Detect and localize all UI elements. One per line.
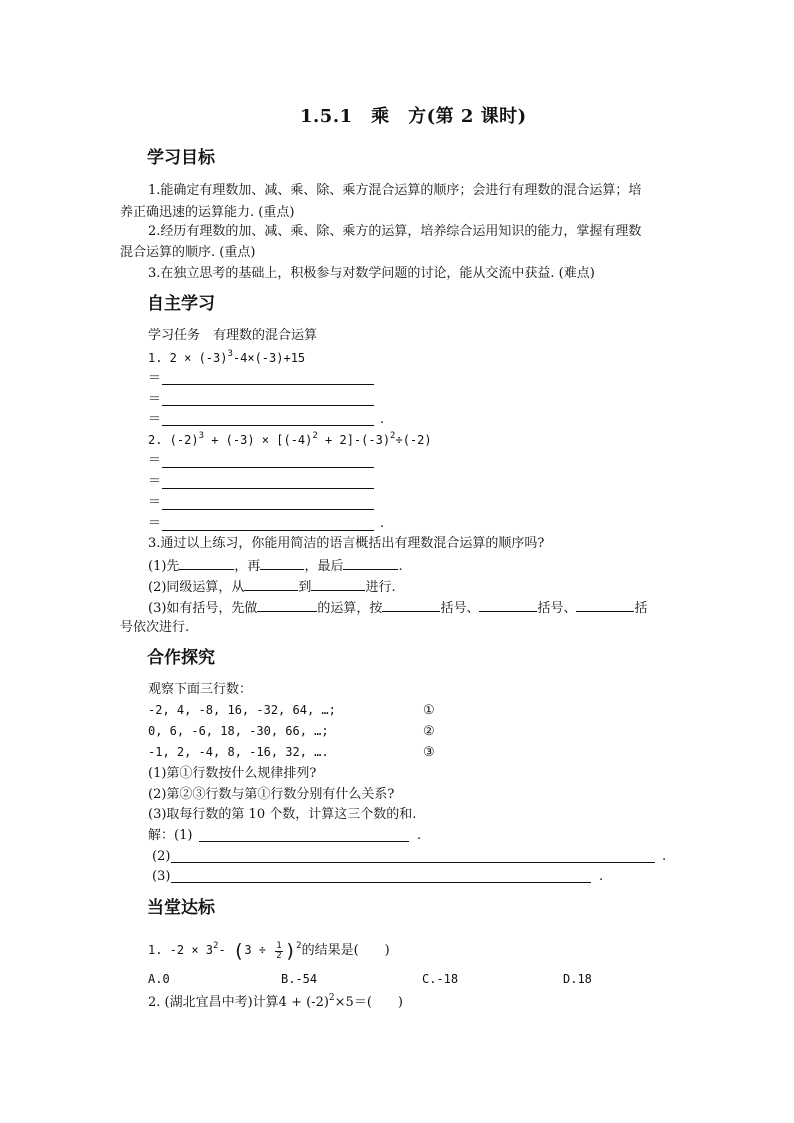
explore-question-2: (2)第②③行数与第①行数分别有什么关系? <box>148 787 395 802</box>
question-2-expression: 2. $(-2)^3 + (-3) \times [(-4)^2 + 2]-(-3)^2\div(-2)$ <box>148 431 432 447</box>
explore-intro: 观察下面三行数： <box>148 682 253 697</box>
answer-line[interactable] <box>162 488 374 489</box>
question-3-part-2: (2)同级运算，从 到 进行. <box>148 580 396 595</box>
fill-blank[interactable] <box>257 599 317 612</box>
answer-line[interactable] <box>162 425 374 426</box>
fill-blank[interactable] <box>244 578 298 591</box>
sequence-row-2: 0, 6, -6, 18, -30, 66, …; <box>148 724 329 738</box>
explore-question-3: (3)取每行数的第 10 个数，计算这三个数的和. <box>148 807 417 822</box>
explore-heading: 合作探究 <box>147 648 215 668</box>
equals-sign: ＝ <box>148 474 162 489</box>
period: . <box>380 412 385 427</box>
answer-line[interactable] <box>162 405 374 406</box>
equals-sign: ＝ <box>148 371 162 386</box>
sequence-row-3: -1, 2, -4, 8, -16, 32, …. <box>148 745 329 759</box>
answer-line[interactable] <box>162 384 374 385</box>
row-marker-2: ② <box>423 724 435 739</box>
period: . <box>599 869 604 884</box>
check-question-1: 1. $-2 \times 3^2-$ (3 ÷ $\frac{1}{2}$ )$^2$的结果是( ) <box>148 940 390 962</box>
answer-line[interactable] <box>162 467 374 468</box>
period: . <box>417 828 422 843</box>
fill-blank[interactable] <box>382 599 440 612</box>
question-1-expression: 1. $2 \times (-3)^3-4\times(-3)+15$ <box>148 349 306 365</box>
row-marker-1: ① <box>423 703 435 718</box>
question-3-part-3-cont: 号依次进行. <box>120 620 190 635</box>
check-heading: 当堂达标 <box>147 898 215 918</box>
equals-sign: ＝ <box>148 495 162 510</box>
self-study-heading: 自主学习 <box>147 294 215 314</box>
period: . <box>380 516 385 531</box>
objective-1-line-1: 1.能确定有理数加、减、乘、除、乘方混合运算的顺序；会进行有理数的混合运算；培 <box>148 183 642 198</box>
fill-blank[interactable] <box>576 599 634 612</box>
page-title: 1.5.1 乘 方(第 2 课时) <box>300 106 527 127</box>
objective-2-line-2: 混合运算的顺序. (重点) <box>120 245 256 260</box>
question-3-part-1: (1)先 ，再 ，最后 . <box>148 559 403 574</box>
check-question-2: 2. (湖北宜昌中考)计算$4 + (-2)^2\times 5=$( ) <box>148 993 403 1010</box>
answer-line[interactable] <box>199 841 409 842</box>
question-3: 3.通过以上练习，你能用简洁的语言概括出有理数混合运算的顺序吗? <box>148 536 545 551</box>
task-title: 学习任务 有理数的混合运算 <box>148 328 318 343</box>
answer-label-3: (3) <box>152 869 171 884</box>
fill-blank[interactable] <box>343 557 398 570</box>
objectives-heading: 学习目标 <box>147 148 215 168</box>
option-b[interactable]: B.-54 <box>281 972 318 986</box>
equals-sign: ＝ <box>148 453 162 468</box>
period: . <box>662 849 667 864</box>
question-3-part-3: (3)如有括号，先做 的运算，按 括号、 括号、 括 <box>148 601 648 616</box>
fill-blank[interactable] <box>311 578 365 591</box>
sequence-row-1: -2, 4, -8, 16, -32, 64, …; <box>148 703 336 717</box>
objective-3: 3.在独立思考的基础上，积极参与对数学问题的讨论，能从交流中获益. (难点) <box>148 266 595 281</box>
equals-sign: ＝ <box>148 516 162 531</box>
objective-2-line-1: 2.经历有理数的加、减、乘、除、乘方的运算，培养综合运用知识的能力，掌握有理数 <box>148 224 642 239</box>
answer-line[interactable] <box>162 530 374 531</box>
answer-line[interactable] <box>162 509 374 510</box>
fill-blank[interactable] <box>179 557 234 570</box>
option-a[interactable]: A.0 <box>148 972 170 986</box>
equals-sign: ＝ <box>148 392 162 407</box>
fraction-one-half: $\frac{1}{2}$ <box>276 941 282 961</box>
answer-line[interactable] <box>171 862 655 863</box>
answer-line[interactable] <box>171 882 591 883</box>
option-d[interactable]: D.18 <box>563 972 592 986</box>
objective-1-line-2: 养正确迅速的运算能力. (重点) <box>120 205 295 220</box>
fill-blank[interactable] <box>260 557 304 570</box>
row-marker-3: ③ <box>423 745 435 760</box>
option-c[interactable]: C.-18 <box>422 972 459 986</box>
answer-label-2: (2) <box>152 849 171 864</box>
equals-sign: ＝ <box>148 412 162 427</box>
explore-question-1: (1)第①行数按什么规律排列? <box>148 766 317 781</box>
fill-blank[interactable] <box>479 599 537 612</box>
answer-label-1: 解：(1) <box>148 828 193 843</box>
